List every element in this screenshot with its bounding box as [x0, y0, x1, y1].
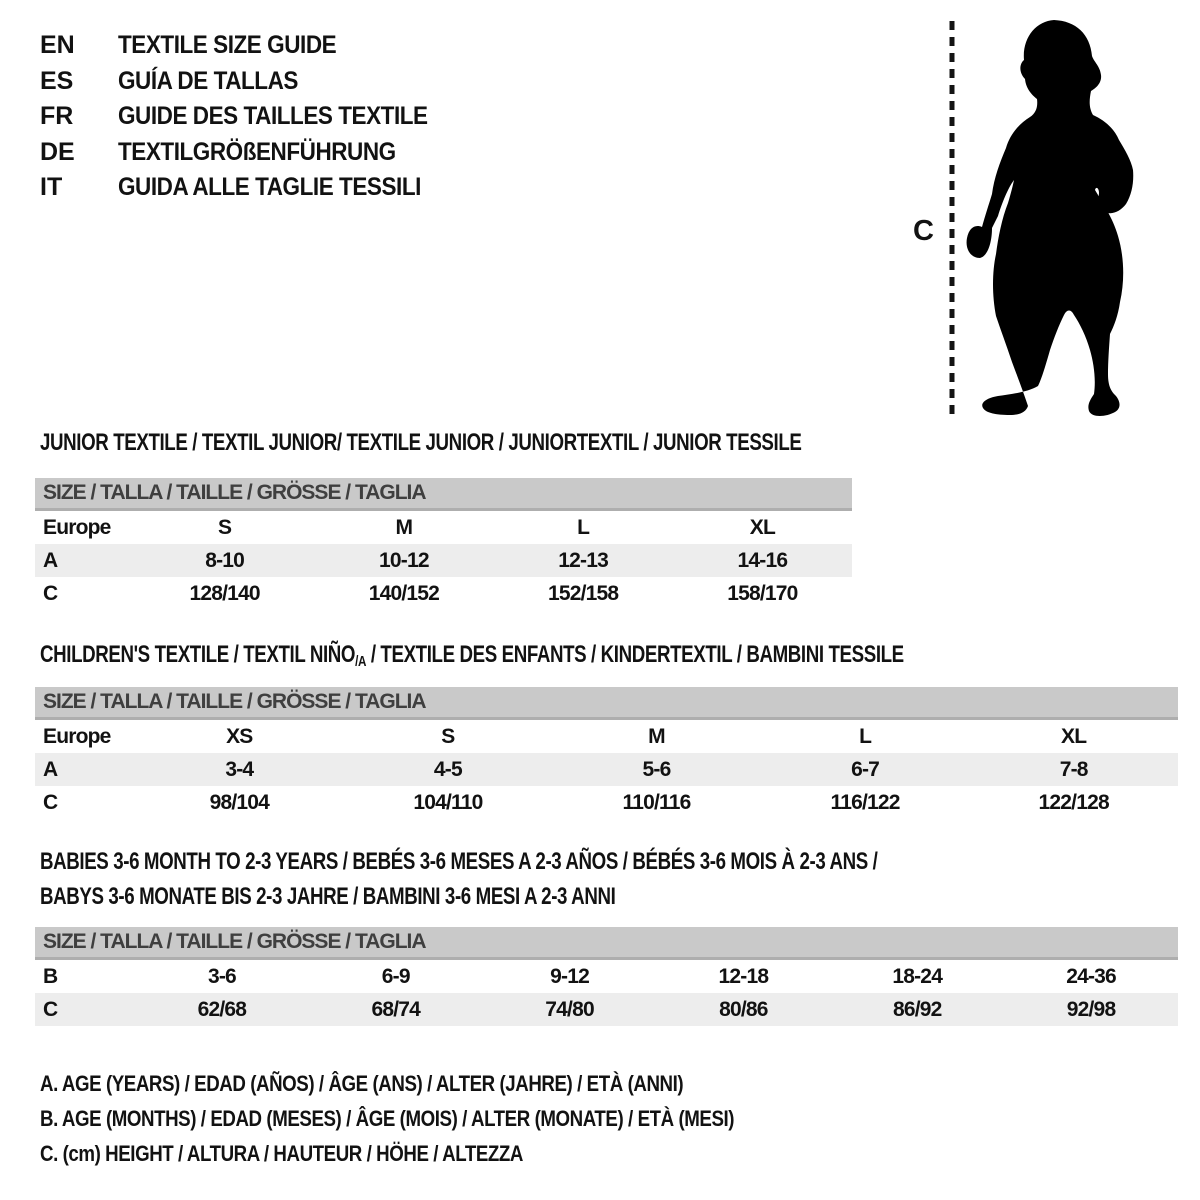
junior-section-title: JUNIOR TEXTILE / TEXTIL JUNIOR/ TEXTILE JUNIOR / JUNIORTEXTIL / JUNIOR TESSILE	[40, 429, 802, 456]
babies-section-title: BABIES 3-6 MONTH TO 2-3 YEARS / BEBÉS 3-6 MESES A 2-3 AÑOS / BÉBÉS 3-6 MOIS À 2-3 ANS / BABYS 3-6 MONATE BIS 2-3 JAHRE / BAMBINI 3-6 MESI A 2-3 ANNI	[40, 848, 878, 910]
lang-label: GUÍA DE TALLAS	[118, 66, 298, 95]
size-column: XL	[1061, 724, 1087, 748]
lang-row-es	[40, 64, 462, 100]
children-size-table	[35, 687, 1178, 819]
table-cell: 128/140	[189, 581, 260, 605]
table-cell: 14-16	[737, 548, 788, 572]
region-label: Europe	[43, 515, 111, 539]
nino-a-subscript: /A	[355, 653, 367, 670]
children-row-a	[35, 753, 1178, 786]
lang-code: EN	[40, 31, 75, 60]
table-cell: 92/98	[1066, 997, 1116, 1021]
lang-code: FR	[40, 102, 74, 131]
height-c-label: C	[913, 215, 934, 247]
size-column: L	[577, 515, 590, 539]
lang-label: GUIDA ALLE TAGLIE TESSILI	[118, 173, 421, 202]
table-cell: 7-8	[1059, 757, 1088, 781]
children-columns-row	[35, 720, 1178, 753]
legend-line-c: C. (cm) HEIGHT / ALTURA / HAUTEUR / HÖHE / ALTEZZA	[40, 1141, 523, 1166]
junior-columns-row	[35, 511, 852, 544]
table-cell: 116/122	[830, 790, 900, 814]
size-column: M	[395, 515, 413, 539]
table-cell: 9-12	[550, 964, 589, 988]
lang-row-fr	[40, 99, 462, 135]
language-title-block	[40, 28, 462, 206]
size-column: M	[648, 724, 665, 748]
table-cell: 104/110	[413, 790, 483, 814]
lang-code: ES	[40, 66, 74, 95]
table-cell: 158/170	[727, 581, 798, 605]
lang-code: DE	[40, 137, 75, 166]
table-cell: 74/80	[545, 997, 594, 1021]
lang-label: TEXTILE SIZE GUIDE	[118, 31, 337, 60]
table-cell: 80/86	[719, 997, 768, 1021]
legend-line-a: A. AGE (YEARS) / EDAD (AÑOS) / ÂGE (ANS) / ALTER (JAHRE) / ETÀ (ANNI)	[40, 1071, 684, 1096]
lang-label: TEXTILGRÖßENFÜHRUNG	[118, 137, 396, 166]
row-label: C	[43, 581, 58, 605]
row-label: A	[43, 757, 58, 781]
table-cell: 110/116	[622, 790, 691, 814]
table-cell: 12-18	[718, 964, 769, 988]
table-cell: 18-24	[892, 964, 943, 988]
table-cell: 24-36	[1066, 964, 1116, 988]
row-label: B	[43, 964, 58, 988]
measurement-legend	[40, 1066, 857, 1171]
table-cell: 6-7	[851, 757, 880, 781]
table-cell: 8-10	[205, 548, 245, 572]
row-label: A	[43, 548, 58, 572]
lang-code: IT	[40, 173, 63, 202]
table-cell: 62/68	[197, 997, 247, 1021]
lang-row-de	[40, 135, 462, 171]
table-cell: 122/128	[1038, 790, 1109, 814]
babies-size-table	[35, 927, 1178, 1026]
table-cell: 12-13	[558, 548, 608, 572]
junior-size-table	[35, 478, 852, 610]
size-column: S	[218, 515, 232, 539]
size-column: S	[441, 724, 455, 748]
table-cell: 98/104	[209, 790, 270, 814]
table-cell: 3-4	[225, 757, 254, 781]
table-cell: 10-12	[379, 548, 429, 572]
babies-row-b	[35, 960, 1178, 993]
junior-row-a	[35, 544, 852, 577]
size-header-bar: SIZE / TALLA / TAILLE / GRÖSSE / TAGLIA	[35, 687, 1178, 720]
size-column: L	[859, 724, 872, 748]
region-label: Europe	[43, 724, 111, 748]
table-cell: 68/74	[371, 997, 421, 1021]
size-header-bar: SIZE / TALLA / TAILLE / GRÖSSE / TAGLIA	[35, 927, 1178, 960]
lang-label: GUIDE DES TAILLES TEXTILE	[118, 102, 428, 131]
children-section-title: CHILDREN'S TEXTILE / TEXTIL NIÑO/A / TEXTILE DES ENFANTS / KINDERTEXTIL / BAMBINI TESSILE	[40, 641, 904, 670]
junior-row-c	[35, 577, 852, 610]
table-cell: 4-5	[433, 757, 462, 781]
lang-row-en	[40, 28, 462, 64]
table-cell: 3-6	[207, 964, 236, 988]
table-cell: 6-9	[381, 964, 410, 988]
table-cell: 140/152	[368, 581, 440, 605]
size-column: XL	[749, 515, 775, 539]
row-label: C	[43, 790, 58, 814]
babies-row-c	[35, 993, 1178, 1026]
table-cell: 86/92	[892, 997, 942, 1021]
children-row-c	[35, 786, 1178, 819]
height-figure	[905, 15, 1165, 427]
lang-row-it	[40, 170, 462, 206]
table-cell: 5-6	[642, 757, 671, 781]
size-column: XS	[226, 724, 253, 748]
legend-line-b: B. AGE (MONTHS) / EDAD (MESES) / ÂGE (MOIS) / ALTER (MONATE) / ETÀ (MESI)	[40, 1106, 735, 1131]
table-cell: 152/158	[547, 581, 619, 605]
size-header-bar: SIZE / TALLA / TAILLE / GRÖSSE / TAGLIA	[35, 478, 852, 511]
toddler-silhouette-icon	[905, 15, 1165, 427]
row-label: C	[43, 997, 58, 1021]
